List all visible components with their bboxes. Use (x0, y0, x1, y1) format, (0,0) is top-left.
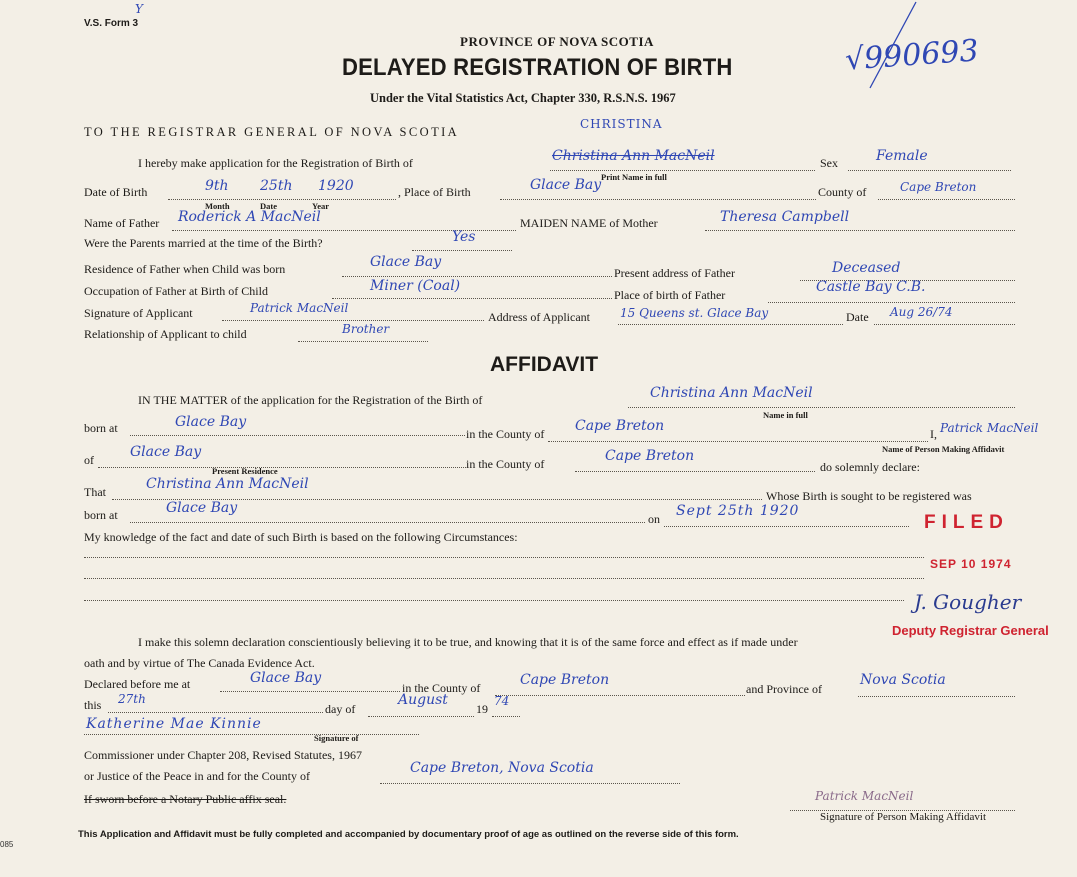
county-label: County of (818, 185, 867, 199)
born-county-value: Cape Breton (575, 418, 665, 434)
caption-date: Date (260, 201, 277, 211)
mother-label: MAIDEN NAME of Mother (520, 216, 658, 230)
declared-county-label: in the County of (402, 681, 481, 695)
knowledge-label: My knowledge of the fact and date of such Birth is based on the following Circumstances: (84, 530, 518, 544)
commissioner-label: Commissioner under Chapter 208, Revised Statutes, 1967 (84, 748, 362, 762)
dob-year-value: 1920 (318, 178, 354, 194)
declared-value: Glace Bay (250, 670, 322, 686)
married-value: Yes (452, 229, 476, 245)
applicant-sig-label: Signature of Applicant (84, 306, 193, 320)
of-label: of (84, 453, 94, 467)
dob-month-value: 9th (205, 178, 229, 194)
month-value: August (398, 692, 448, 708)
that-label: That (84, 485, 106, 499)
i-label: I, (930, 427, 937, 441)
residence-caption: Present Residence (212, 466, 278, 476)
province-value: Nova Scotia (860, 672, 946, 688)
county-value: Cape Breton (900, 180, 977, 194)
father-birthplace-value: Castle Bay C.B. (816, 279, 926, 295)
applicant-sig-value: Patrick MacNeil (250, 301, 349, 315)
justice-value: Cape Breton, Nova Scotia (410, 760, 594, 776)
born-at2-value: Glace Bay (166, 500, 238, 516)
intro-label: I hereby make application for the Registration of Birth of (138, 156, 413, 170)
dob-label: Date of Birth (84, 185, 148, 199)
deponent-caption: Name of Person Making Affidavit (882, 444, 1005, 454)
form-title: DELAYED REGISTRATION OF BIRTH (342, 54, 733, 81)
father-value: Roderick A MacNeil (178, 209, 321, 225)
pob-value: Glace Bay (530, 177, 602, 193)
deponent-signature: Patrick MacNeil (815, 789, 914, 803)
born-at-label: born at (84, 421, 118, 435)
officer-title: Deputy Registrar General (892, 623, 1049, 638)
matter-caption: Name in full (763, 410, 808, 420)
deponent-signature-caption: Signature of Person Making Affidavit (820, 811, 986, 823)
to-registrar-line: TO THE REGISTRAR GENERAL OF NOVA SCOTIA (84, 125, 460, 139)
present-address-label: Present address of Father (614, 266, 735, 280)
born-at-value: Glace Bay (175, 414, 247, 430)
name-caption: Print Name in full (601, 172, 667, 182)
dob-date-value: 25th (260, 178, 293, 194)
pen-stroke-decoration (850, 0, 920, 90)
whose-birth-label: Whose Birth is sought to be registered was (766, 489, 972, 503)
residence-value: Glace Bay (370, 254, 442, 270)
married-label: Were the Parents married at the time of the Birth? (84, 236, 323, 250)
born-at2-label: born at (84, 508, 118, 522)
on-label: on (648, 512, 660, 526)
form-subtitle: Under the Vital Statistics Act, Chapter 330, R.S.N.S. 1967 (370, 91, 676, 105)
name-print-value: CHRISTINA (580, 117, 663, 131)
father-label: Name of Father (84, 216, 160, 230)
present-address-value: Deceased (832, 260, 901, 276)
day-label: day of (325, 702, 356, 716)
residence-value-aff: Glace Bay (130, 444, 202, 460)
residence-county-value: Cape Breton (605, 448, 695, 464)
solemn-line-2: oath and by virtue of The Canada Evidence Act. (84, 656, 315, 670)
mother-value: Theresa Campbell (720, 209, 850, 225)
matter-value: Christina Ann MacNeil (650, 385, 813, 401)
justice-label: or Justice of the Peace in and for the County of (84, 769, 310, 783)
father-birthplace-label: Place of birth of Father (614, 288, 726, 302)
footer-note: This Application and Affidavit must be fully completed and accompanied by documentary proof of age as outlined on the reverse side of this form. (78, 829, 739, 840)
born-county-label: in the County of (466, 427, 545, 441)
applicant-address-value: 15 Queens st. Glace Bay (620, 306, 769, 320)
filed-date: SEP 10 1974 (930, 557, 1012, 571)
residence-county-label: in the County of (466, 457, 545, 471)
solemn-line-1: I make this solemn declaration conscientiously believing it to be true, and knowing that it is of the same force and effect as if made under (138, 635, 798, 649)
child-name-value: Christina Ann MacNeil (552, 148, 715, 164)
form-number: V.S. Form 3 (84, 18, 139, 29)
declare-label: do solemnly declare: (820, 460, 920, 474)
year-prefix: 19 (476, 702, 488, 716)
relationship-value: Brother (342, 322, 390, 336)
matter-label: IN THE MATTER of the application for the Registration of the Birth of (138, 393, 483, 407)
declared-county-value: Cape Breton (520, 672, 610, 688)
commissioner-signature: Katherine Mae Kinnie (86, 716, 262, 732)
on-value: Sept 25th 1920 (676, 503, 800, 519)
that-value: Christina Ann MacNeil (146, 476, 309, 492)
declared-label: Declared before me at (84, 677, 191, 691)
relationship-label: Relationship of Applicant to child (84, 327, 247, 341)
province-label: and Province of (746, 682, 822, 696)
occupation-label: Occupation of Father at Birth of Child (84, 284, 268, 298)
sex-label: Sex (820, 156, 838, 170)
residence-label: Residence of Father when Child was born (84, 262, 286, 276)
registration-number: √990693 (843, 33, 980, 78)
signature-of-caption: Signature of (314, 733, 359, 743)
deponent-value: Patrick MacNeil (940, 421, 1039, 435)
date-label: Date (846, 310, 869, 324)
sex-value: Female (876, 148, 928, 164)
day-value: 27th (118, 692, 146, 706)
form-mark: Y (135, 2, 143, 16)
year-value: 74 (494, 694, 510, 708)
caption-year: Year (312, 201, 329, 211)
pob-label: , Place of Birth (398, 185, 471, 199)
affidavit-title: AFFIDAVIT (490, 353, 599, 376)
officer-signature: J. Gougher (914, 590, 1022, 614)
province-heading: PROVINCE OF NOVA SCOTIA (460, 34, 654, 49)
occupation-value: Miner (Coal) (370, 278, 461, 294)
filed-stamp: FILED (924, 512, 1009, 533)
notary-label: If sworn before a Notary Public affix seal. (84, 792, 287, 806)
caption-month: Month (205, 201, 230, 211)
applicant-address-label: Address of Applicant (488, 310, 590, 324)
edge-code: 085 (0, 840, 14, 849)
date-value: Aug 26/74 (890, 305, 953, 319)
this-label: this (84, 698, 102, 712)
